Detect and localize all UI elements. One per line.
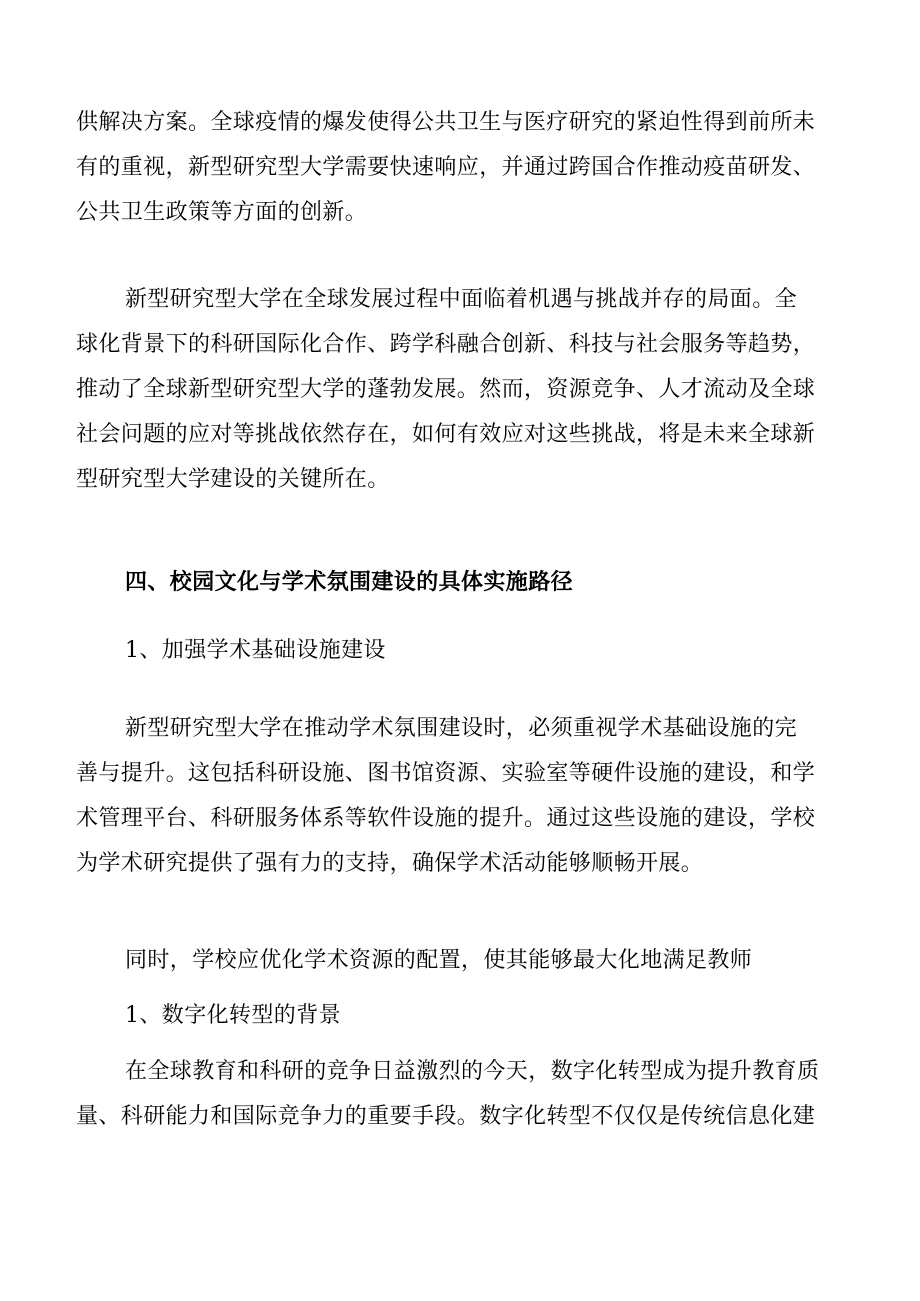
subheading-1-text: 1、加强学术基础设施建设: [125, 638, 386, 663]
paragraph-1-line-1: 供解决方案。全球疫情的爆发使得公共卫生与医疗研究的紧迫性得到前所未: [76, 110, 816, 135]
paragraph-1-line-3: 公共卫生政策等方面的创新。: [76, 200, 368, 225]
paragraph-2-line-1: 新型研究型大学在全球发展过程中面临着机遇与挑战并存的局面。全: [125, 287, 798, 312]
paragraph-3-line-3: 术管理平台、科研服务体系等软件设施的提升。通过这些设施的建设，学校: [76, 806, 816, 831]
paragraph-2-line-4: 社会问题的应对等挑战依然存在，如何有效应对这些挑战，将是未来全球新: [76, 422, 816, 447]
paragraph-1: [76, 100, 846, 235]
paragraph-2: [76, 277, 846, 502]
subheading-1: [125, 628, 895, 673]
paragraph-4-text: 同时，学校应优化学术资源的配置，使其能够最大化地满足教师: [125, 948, 753, 973]
paragraph-2-line-3: 推动了全球新型研究型大学的蓬勃发展。然而，资源竞争、人才流动及全球: [76, 377, 816, 402]
paragraph-2-line-5: 型研究型大学建设的关键所在。: [76, 467, 390, 492]
paragraph-2-line-2: 球化背景下的科研国际化合作、跨学科融合创新、科技与社会服务等趋势，: [76, 332, 816, 357]
section-heading: [125, 560, 895, 605]
section-heading-text: 四、校园文化与学术氛围建设的具体实施路径: [125, 569, 574, 595]
paragraph-3-line-1: 新型研究型大学在推动学术氛围建设时，必须重视学术基础设施的完: [125, 716, 798, 741]
paragraph-5-line-1: 在全球教育和科研的竞争日益激烈的今天，数字化转型成为提升教育质: [125, 1059, 820, 1084]
paragraph-5-line-2: 量、科研能力和国际竞争力的重要手段。数字化转型不仅仅是传统信息化建: [76, 1104, 816, 1129]
subheading-2-text: 1、数字化转型的背景: [125, 1003, 341, 1028]
paragraph-3-line-4: 为学术研究提供了强有力的支持，确保学术活动能够顺畅开展。: [76, 851, 704, 876]
paragraph-3-line-2: 善与提升。这包括科研设施、图书馆资源、实验室等硬件设施的建设，和学: [76, 761, 816, 786]
subheading-2: [125, 993, 895, 1038]
paragraph-4: [125, 938, 895, 983]
paragraph-5: [76, 1049, 846, 1139]
paragraph-3: [76, 706, 846, 886]
paragraph-1-line-2: 有的重视，新型研究型大学需要快速响应，并通过跨国合作推动疫苗研发、: [76, 155, 816, 180]
